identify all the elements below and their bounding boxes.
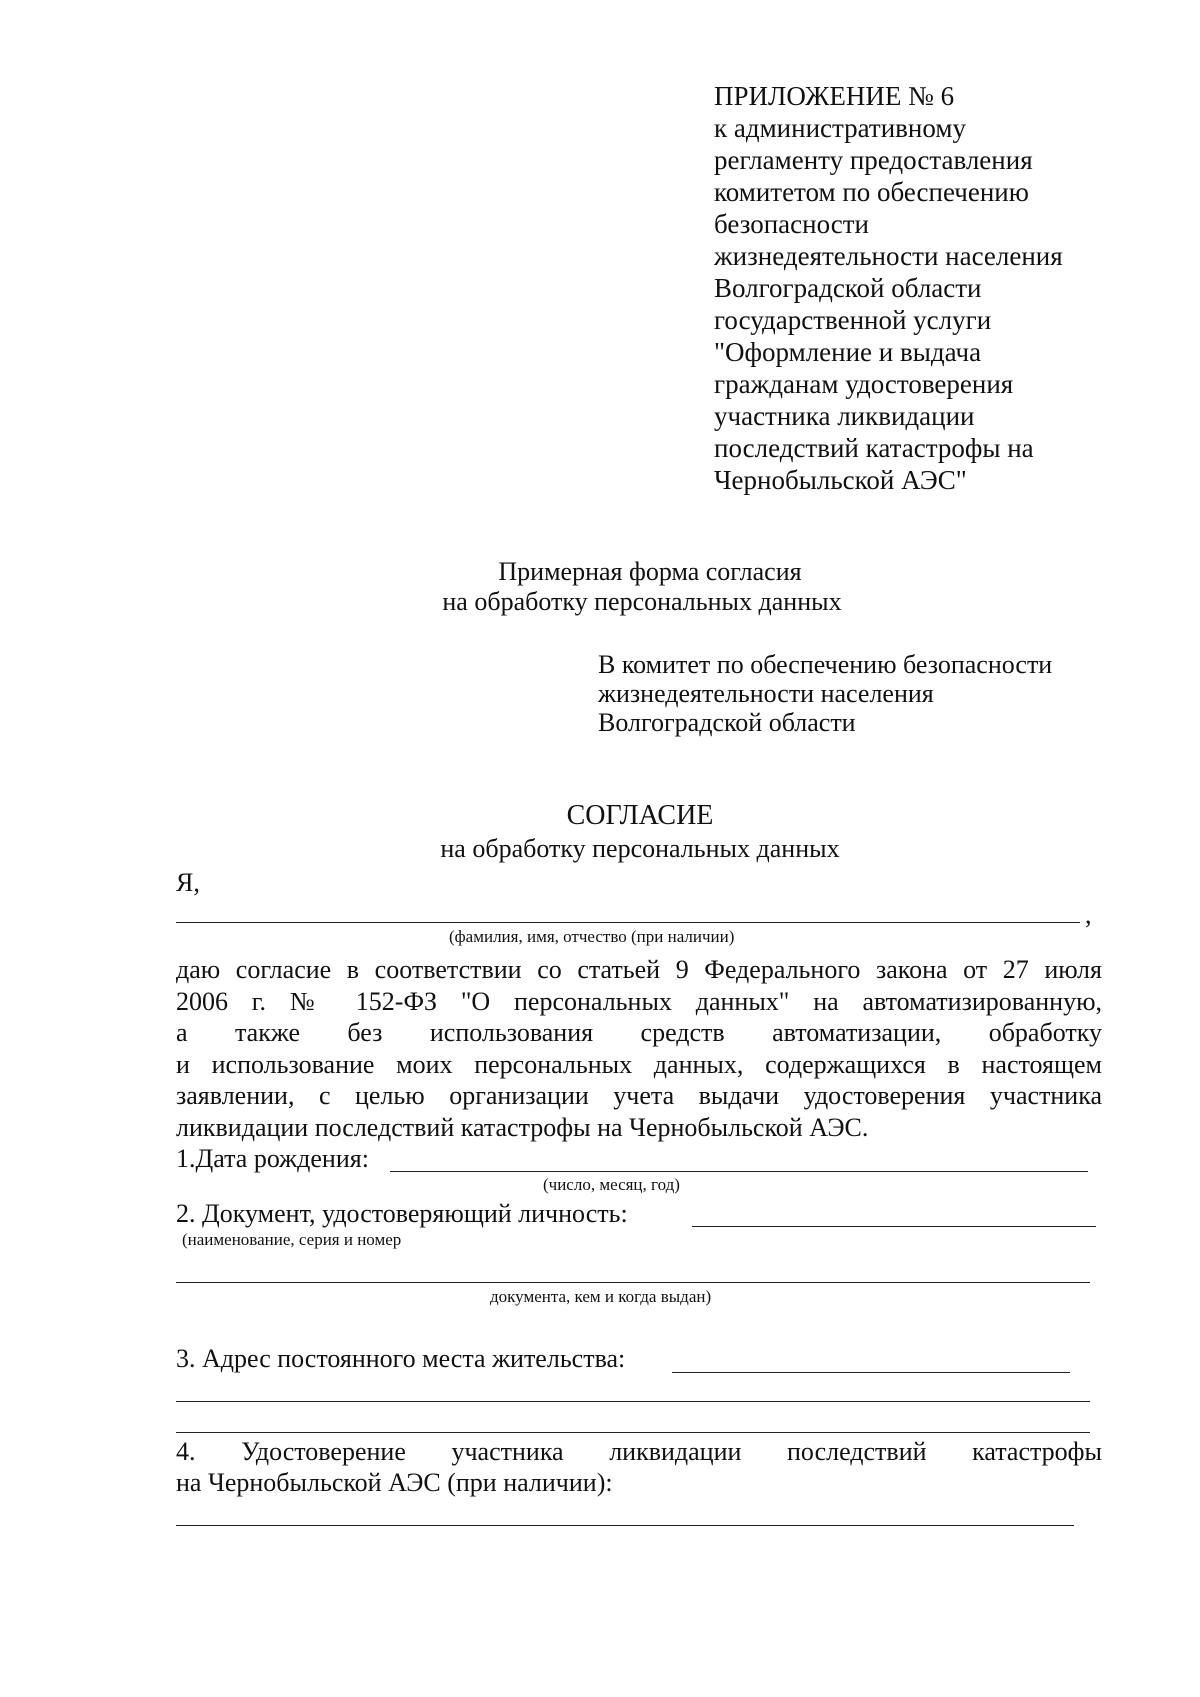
- addressee-line: Волгоградской области: [598, 708, 856, 737]
- paragraph-line: ликвидации последствий катастрофы на Чернобыльской АЭС.: [176, 1112, 869, 1142]
- addressee-line: жизнедеятельности населения: [598, 679, 934, 708]
- appendix-line: "Оформление и выдача: [714, 337, 982, 367]
- appendix-line: государственной услуги: [714, 305, 992, 335]
- paragraph-line: и использование моих персональных данных, содержащихся в настоящем: [176, 1049, 1102, 1079]
- appendix-line: участника ликвидации: [714, 401, 975, 431]
- intro-text: Я,: [176, 868, 200, 897]
- certificate-label-line1: 4. Удостоверение участника ликвидации последствий катастрофы: [176, 1437, 1102, 1466]
- address-input-line3[interactable]: [176, 1432, 1090, 1433]
- appendix-line: комитетом по обеспечению: [714, 177, 1029, 207]
- appendix-block: [714, 80, 1063, 496]
- consent-paragraph: [176, 954, 1102, 1143]
- appendix-line: Волгоградской области: [714, 273, 982, 303]
- address-input-line2[interactable]: [176, 1401, 1090, 1402]
- address-input-line[interactable]: [672, 1372, 1070, 1373]
- paragraph-line: заявлении, с целью организации учета выдачи удостоверения участника: [176, 1081, 1102, 1110]
- birth-date-caption: (число, месяц, год): [543, 1175, 680, 1194]
- birth-date-label: 1.Дата рождения:: [176, 1144, 369, 1173]
- name-input-line[interactable]: [176, 922, 1080, 923]
- id-document-label: 2. Документ, удостоверяющий личность:: [176, 1199, 628, 1228]
- appendix-line: гражданам удостоверения: [714, 369, 1014, 399]
- id-document-caption1: (наименование, серия и номер: [182, 1230, 402, 1249]
- appendix-line: жизнедеятельности населения: [714, 241, 1063, 271]
- form-title-line2: на обработку персональных данных: [442, 587, 842, 616]
- appendix-line: регламенту предоставления: [714, 145, 1033, 175]
- certificate-label-line2: на Чернобыльской АЭС (при наличии):: [176, 1468, 613, 1497]
- consent-title: СОГЛАСИЕ: [566, 800, 714, 831]
- name-caption: (фамилия, имя, отчество (при наличии): [449, 927, 735, 946]
- appendix-line: последствий катастрофы на: [714, 433, 1034, 463]
- addressee-block: [598, 650, 1052, 737]
- appendix-line: Чернобыльской АЭС": [714, 465, 967, 495]
- appendix-title: ПРИЛОЖЕНИЕ № 6: [714, 81, 955, 111]
- certificate-input-line[interactable]: [176, 1525, 1074, 1526]
- appendix-line: безопасности: [714, 209, 869, 239]
- addressee-line: В комитет по обеспечению безопасности: [598, 650, 1053, 679]
- id-document-caption2: документа, кем и когда выдан): [490, 1287, 712, 1306]
- address-label: 3. Адрес постоянного места жительства:: [176, 1344, 626, 1373]
- consent-subtitle: на обработку персональных данных: [440, 834, 840, 863]
- form-title-line1: Примерная форма согласия: [498, 557, 802, 586]
- paragraph-line: 2006 г. № 152-ФЗ "О персональных данных" на автоматизированную,: [176, 986, 1102, 1016]
- appendix-line: к административному: [714, 113, 966, 143]
- id-document-input-line2[interactable]: [176, 1282, 1090, 1283]
- paragraph-line: даю согласие в соответствии со статьей 9 Федерального закона от 27 июля: [176, 955, 1102, 984]
- paragraph-line: а также без использования средств автоматизации, обработку: [176, 1018, 1102, 1047]
- id-document-input-line[interactable]: [692, 1226, 1096, 1227]
- birth-date-input-line[interactable]: [390, 1171, 1088, 1172]
- name-line-comma: ,: [1085, 900, 1092, 929]
